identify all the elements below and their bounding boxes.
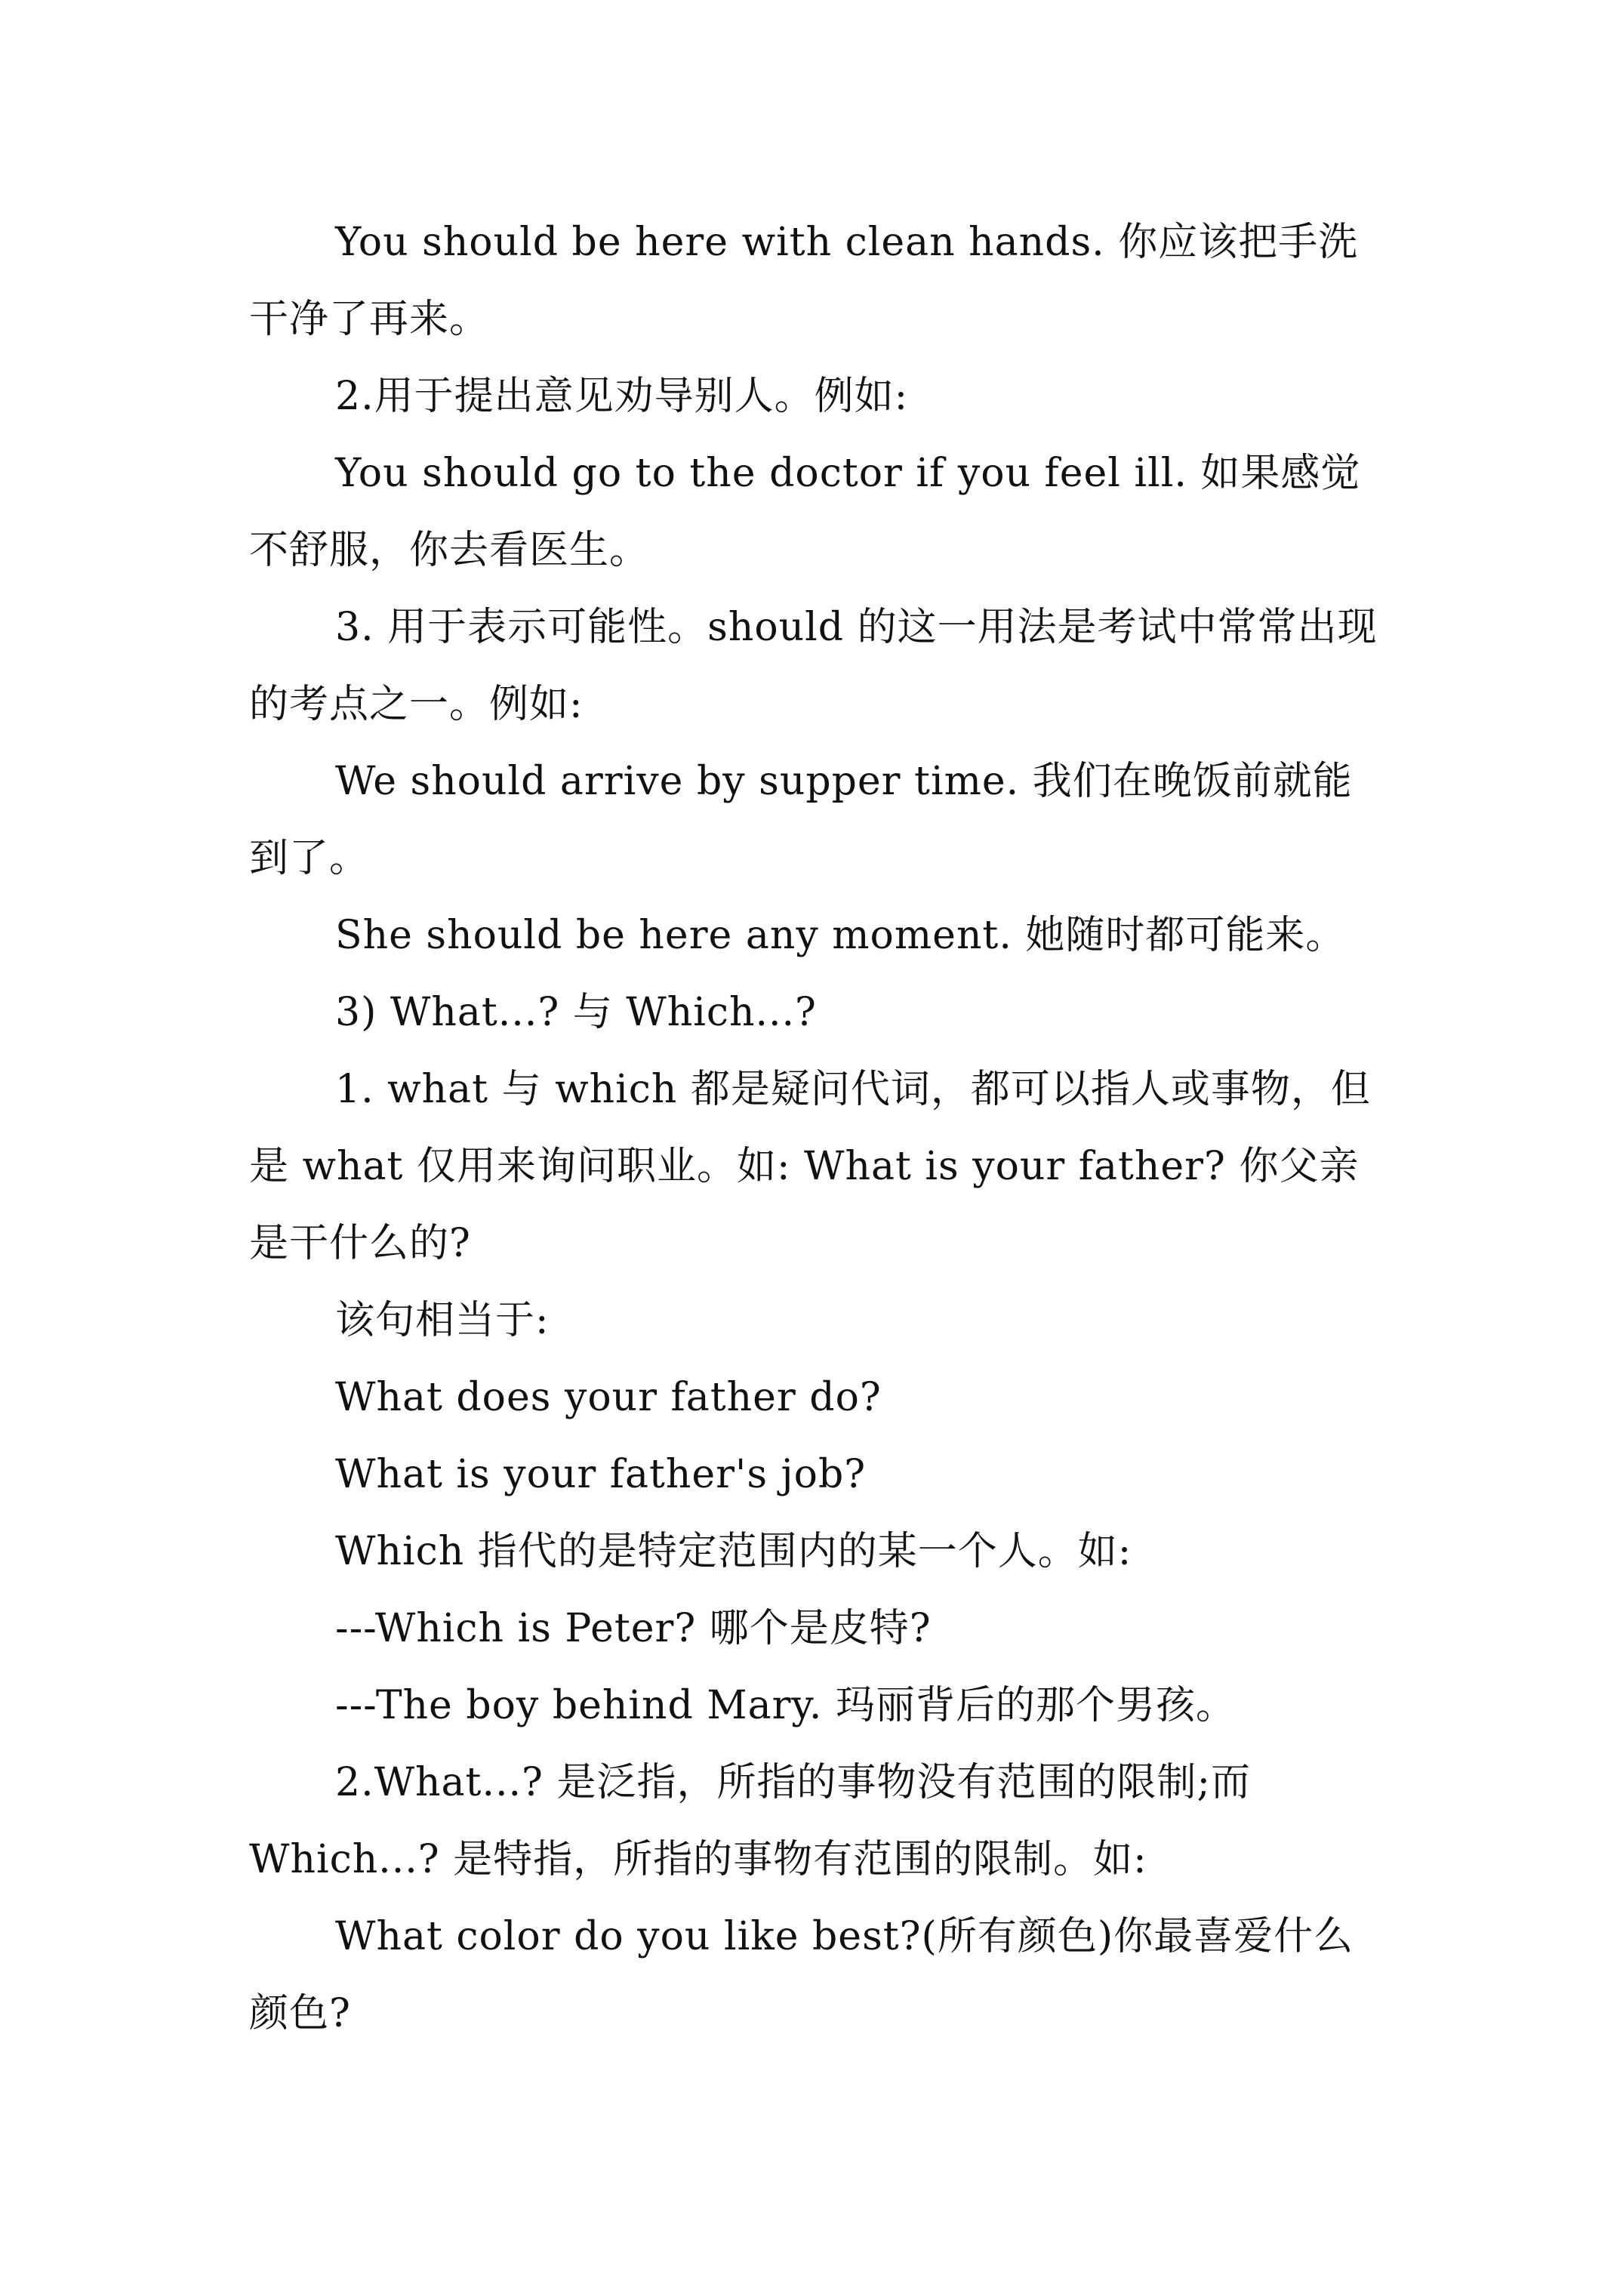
paragraph-3: You should go to the doctor if you feel ill. 如果感觉不舒服，你去看医生。 [249, 451, 1361, 573]
paragraph-2: 2.用于提出意见劝导别人。例如: [335, 374, 909, 419]
paragraph-9: 该句相当于: [335, 1298, 550, 1343]
paragraph-16: What color do you like best?(所有颜色)你最喜爱什么颜色? [249, 1914, 1354, 2036]
paragraph-10: What does your father do? [335, 1375, 882, 1420]
paragraph-8: 1. what 与 which 都是疑问代词，都可以指人或事物，但是 what 仅用来询问职业。如: What is your father? 你父亲是干什么的? [249, 1067, 1371, 1266]
paragraph-15: 2.What...? 是泛指，所指的事物没有范围的限制;而 Which...? 是特指，所指的事物有范围的限制。如: [249, 1760, 1251, 1882]
paragraph-5: We should arrive by supper time. 我们在晚饭前就能到了。 [249, 759, 1353, 881]
paragraph-13: ---Which is Peter? 哪个是皮特? [335, 1606, 932, 1651]
paragraph-12: Which 指代的是特定范围内的某一个人。如: [335, 1529, 1132, 1574]
paragraph-7: 3) What...? 与 Which...? [335, 990, 817, 1035]
paragraph-11: What is your father's job? [335, 1452, 867, 1497]
paragraph-6: She should be here any moment. 她随时都可能来。 [335, 913, 1346, 958]
document-body [249, 204, 1381, 2052]
paragraph-4: 3. 用于表示可能性。should 的这一用法是考试中常常出现的考点之一。例如: [249, 605, 1378, 727]
paragraph-1: You should be here with clean hands. 你应该把手洗干净了再来。 [249, 220, 1359, 342]
paragraph-14: ---The boy behind Mary. 玛丽背后的那个男孩。 [335, 1683, 1236, 1728]
